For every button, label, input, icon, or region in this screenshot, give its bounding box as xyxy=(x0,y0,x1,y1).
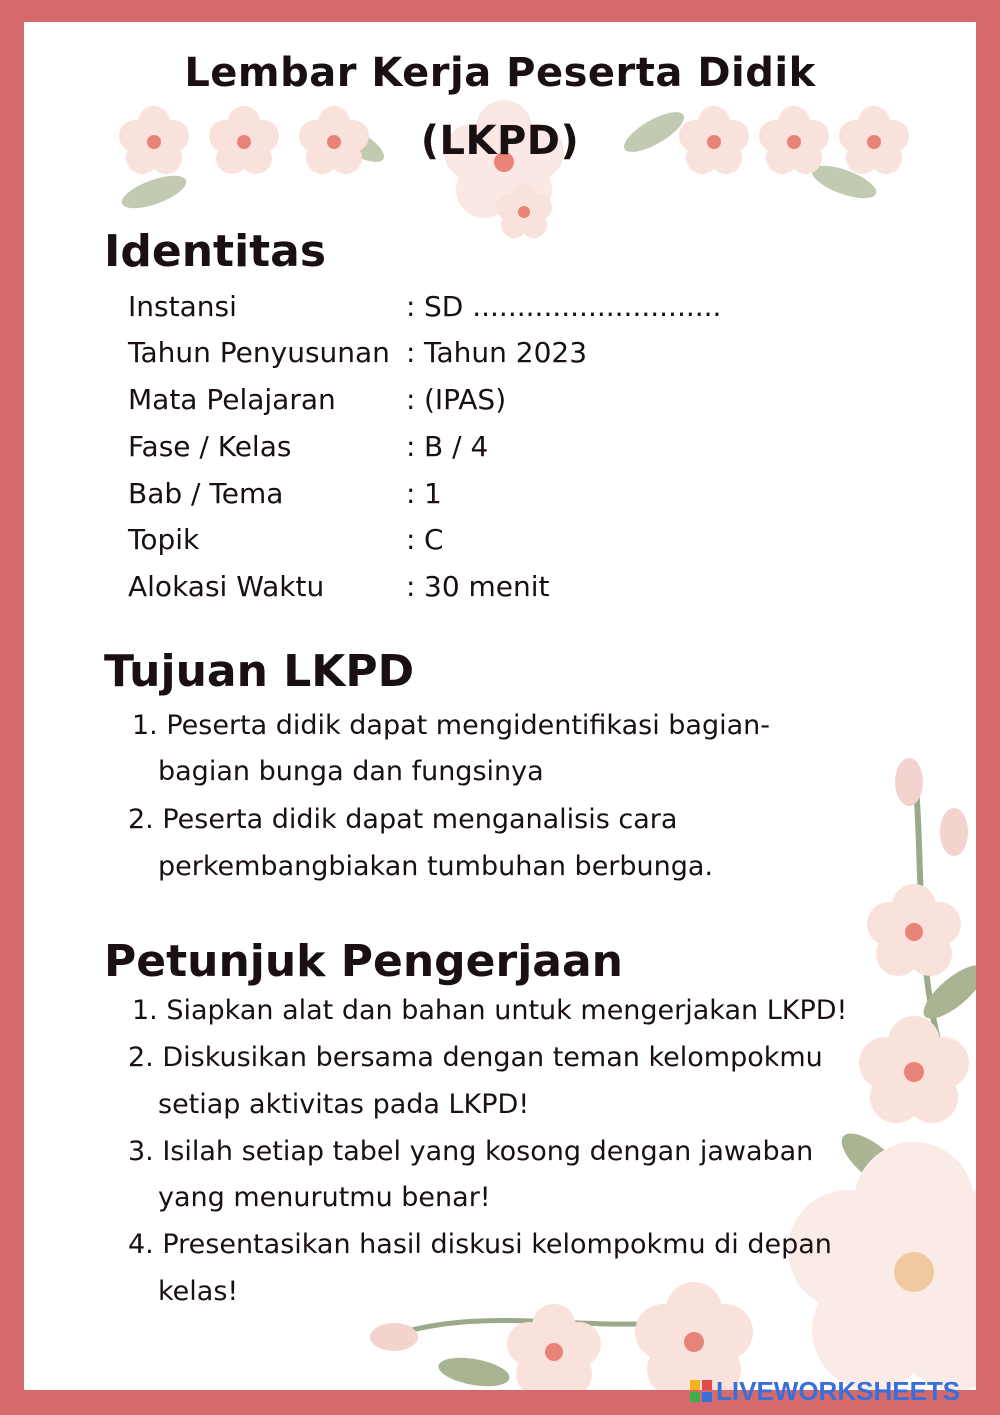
identitas-row xyxy=(24,336,924,372)
petunjuk-item-line: setiap aktivitas pada LKPD! xyxy=(158,1089,530,1120)
tujuan-item-line: 2. Peserta didik dapat menganalisis cara xyxy=(128,804,678,835)
bud-icon xyxy=(940,808,968,856)
identitas-colon: : xyxy=(406,430,416,463)
flower-icon xyxy=(507,1304,601,1390)
identitas-value: SD ............................ xyxy=(424,290,722,323)
identitas-row xyxy=(24,430,924,466)
liveworksheets-brand-text: LIVEWORKSHEETS xyxy=(716,1375,961,1406)
tujuan-heading: Tujuan LKPD xyxy=(104,646,415,697)
identitas-colon: : xyxy=(406,477,416,510)
identitas-row xyxy=(24,290,924,326)
worksheet-page xyxy=(24,22,976,1390)
petunjuk-item-line: kelas! xyxy=(158,1276,239,1307)
identitas-colon: : xyxy=(406,383,416,416)
identitas-label: Instansi xyxy=(128,290,237,323)
liveworksheets-logo-icon xyxy=(690,1380,712,1402)
identitas-value: (IPAS) xyxy=(424,383,507,416)
flower-icon xyxy=(859,1016,969,1123)
identitas-row xyxy=(24,523,924,559)
identitas-row xyxy=(24,383,924,419)
bud-icon xyxy=(895,758,923,806)
identitas-label: Fase / Kelas xyxy=(128,430,292,463)
liveworksheets-logo xyxy=(690,1376,960,1406)
tujuan-item-line: bagian bunga dan fungsinya xyxy=(158,756,544,787)
identitas-label: Alokasi Waktu xyxy=(128,570,325,603)
flower-icon xyxy=(635,1282,753,1390)
tujuan-item-line: perkembangbiakan tumbuhan berbunga. xyxy=(158,851,714,882)
petunjuk-item-line: yang menurutmu benar! xyxy=(158,1182,491,1213)
identitas-colon: : xyxy=(406,570,416,603)
petunjuk-item-line: 2. Diskusikan bersama dengan teman kelompokmu xyxy=(128,1042,823,1073)
identitas-colon: : xyxy=(406,290,416,323)
identitas-label: Topik xyxy=(128,523,200,556)
identitas-label: Tahun Penyusunan xyxy=(128,336,390,369)
petunjuk-item-line: 3. Isilah setiap tabel yang kosong dengan jawaban xyxy=(128,1136,814,1167)
page-title-line2: (LKPD) xyxy=(420,118,580,164)
identitas-label: Mata Pelajaran xyxy=(128,383,336,416)
leaf-icon xyxy=(118,169,190,215)
flower-icon xyxy=(788,1142,976,1390)
petunjuk-item-line: 4. Presentasikan hasil diskusi kelompokmu di depan xyxy=(128,1229,832,1260)
petunjuk-item-line: 1. Siapkan alat dan bahan untuk mengerjakan LKPD! xyxy=(132,995,848,1026)
leaf-icon xyxy=(436,1353,511,1390)
page-title-line1: Lembar Kerja Peserta Didik xyxy=(184,50,816,96)
identitas-colon: : xyxy=(406,336,416,369)
identitas-colon: : xyxy=(406,523,416,556)
identitas-value: 30 menit xyxy=(424,570,550,603)
identitas-value: C xyxy=(424,523,444,556)
identitas-row xyxy=(24,570,924,606)
identitas-value: 1 xyxy=(424,477,442,510)
tujuan-item-line: 1. Peserta didik dapat mengidentifikasi bagian- xyxy=(132,710,771,741)
identitas-value: B / 4 xyxy=(424,430,489,463)
flower-icon xyxy=(867,884,961,976)
identitas-heading: Identitas xyxy=(104,226,327,277)
identitas-value: Tahun 2023 xyxy=(424,336,588,369)
identitas-label: Bab / Tema xyxy=(128,477,284,510)
bud-icon xyxy=(370,1323,418,1351)
identitas-row xyxy=(24,477,924,513)
petunjuk-heading: Petunjuk Pengerjaan xyxy=(104,936,623,987)
